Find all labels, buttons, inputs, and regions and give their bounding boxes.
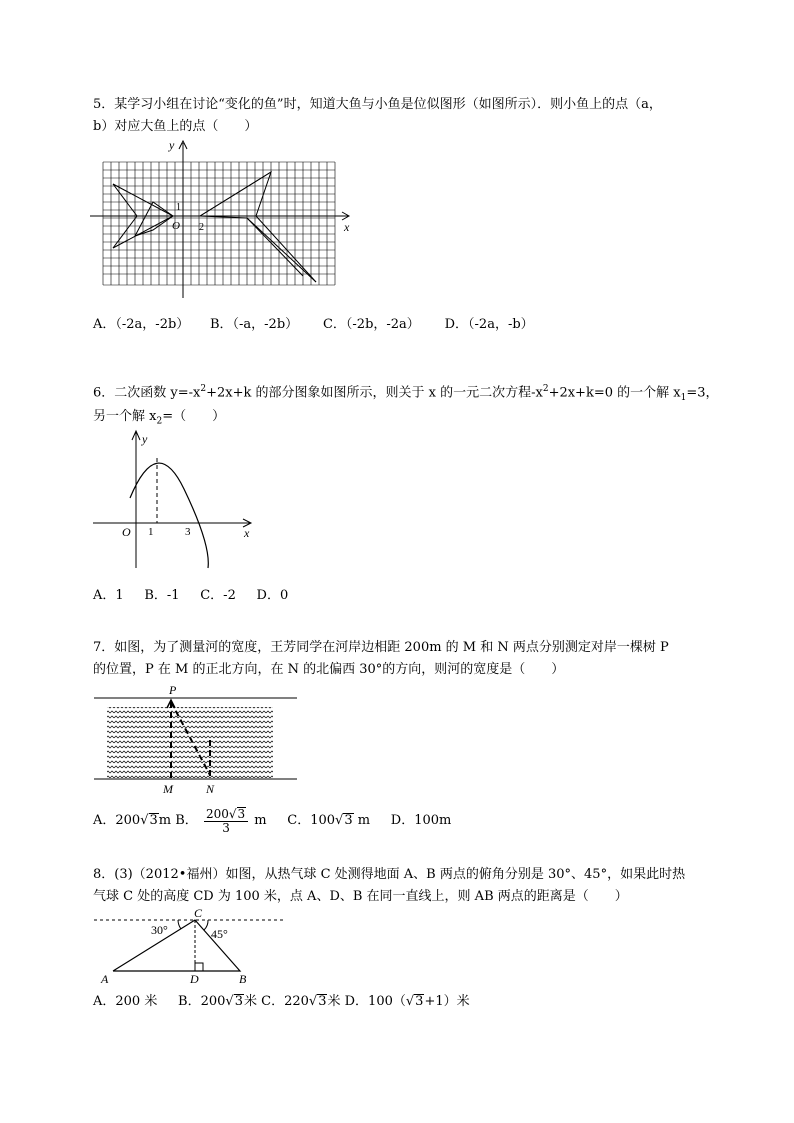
- q6-l1-b: +2x+k 的部分图象如图所示，则关于 x 的一元二次方程-x: [206, 385, 543, 401]
- q8-option-d[interactable]: D．100（√3+1）米: [344, 994, 470, 1009]
- q5-y-label: y: [169, 138, 175, 152]
- q6-option-b[interactable]: B．-1: [144, 588, 180, 603]
- q6-l2-b: =（ ）: [162, 409, 226, 424]
- q7-stem-line2: 的位置，P 在 M 的正北方向，在 N 的北偏西 30°的方向，则河的宽度是（ ）: [93, 662, 565, 677]
- q7-optC-pre: C．100: [287, 813, 336, 828]
- q8-label-d: D: [190, 972, 199, 986]
- q7-option-d[interactable]: D．100m: [390, 813, 452, 828]
- q8-angle-30-label: 30°: [151, 923, 168, 937]
- q5-option-d[interactable]: D．（-2a，-b）: [444, 317, 534, 332]
- q7-option-c[interactable]: C．100√3 m: [287, 813, 371, 828]
- q5-options: [93, 317, 534, 333]
- q6-options: [93, 588, 288, 604]
- q7-label-n: N: [206, 782, 215, 796]
- q5-x-label: x: [344, 220, 350, 234]
- q5-option-b[interactable]: B．（-a，-2b）: [209, 317, 299, 332]
- q8-angle-45-label: 45°: [211, 927, 228, 941]
- q7-river-figure: [90, 680, 305, 798]
- q6-l1-c: +2x+k=0 的一个解 x: [548, 385, 681, 401]
- q8-optC-rad: 3: [318, 994, 327, 1009]
- q5-option-c[interactable]: C．（-2b，-2a）: [322, 317, 420, 332]
- q6-l1-d: =3，: [686, 385, 719, 401]
- q6-axes: [93, 431, 251, 568]
- q7-option-b[interactable]: [202, 806, 267, 835]
- q5-big-fish: [200, 172, 316, 282]
- q7-optC-rad: 3: [344, 813, 353, 828]
- q7-optA-rad: 3: [149, 813, 158, 828]
- q8-optD-pre: D．100（: [344, 994, 406, 1009]
- q8-label-b: B: [239, 972, 247, 986]
- q8-optC-pre: C．220: [261, 994, 309, 1009]
- q8-optC-unit: 米: [327, 994, 341, 1009]
- q6-option-a[interactable]: A．1: [93, 588, 124, 603]
- q5-fish-figure: [90, 138, 360, 303]
- q6-x-label: x: [244, 526, 250, 540]
- q8-stem-line1: 8．(3)（2012•福州）如图，从热气球 C 处测得地面 A、B 两点的俯角分别是 30°、45°，如果此时热: [93, 867, 686, 882]
- q7-optB-unit: m: [254, 813, 267, 828]
- q6-parabola-figure: [90, 428, 260, 573]
- q8-option-b[interactable]: B．200√3米: [178, 994, 257, 1009]
- q8-angle-arc-45: [204, 920, 208, 930]
- q8-stem-line2: 气球 C 处的高度 CD 为 100 米，点 A、D、B 在同一直线上，则 AB 两点的距离是（ ）: [93, 889, 628, 904]
- q7-options: [93, 806, 451, 836]
- q8-optD-post: +1）米: [424, 994, 470, 1009]
- q8-options: [93, 992, 470, 1012]
- q5-grid: [103, 162, 335, 285]
- q7-optB-num-rad: 3: [237, 806, 246, 821]
- q6-l1-a: 6．二次函数 y=-x: [93, 385, 201, 401]
- q5-origin-label: O: [172, 220, 180, 232]
- q5-axes: [90, 141, 349, 298]
- q5-option-a[interactable]: A．（-2a，-2b）: [93, 317, 190, 332]
- q8-right-angle-mark: [195, 963, 203, 971]
- q6-l1-sup: 2: [200, 384, 207, 394]
- q6-tick-3: 3: [185, 526, 191, 538]
- q6-l1-sup2: 2: [542, 384, 549, 394]
- q8-label-a: A: [101, 972, 109, 986]
- q7-river-water: [107, 707, 273, 778]
- q6-y-label: y: [142, 432, 148, 446]
- q8-optB-pre: B．200: [178, 994, 226, 1009]
- q6-l2-a: 另一个解 x: [93, 409, 157, 424]
- q8-label-c: C: [194, 906, 203, 920]
- q7-optA-unit: m B．: [158, 813, 198, 828]
- q6-parabola-curve: [130, 463, 208, 568]
- q8-option-c[interactable]: C．220√3米: [261, 994, 341, 1009]
- q7-label-m: M: [163, 782, 173, 796]
- q7-stem-line1: 7．如图，为了测量河的宽度，王芳同学在河岸边相距 200m 的 M 和 N 两点分别测定对岸一棵树 P: [93, 640, 669, 655]
- q6-stem-line2: [93, 409, 225, 430]
- q8-optD-rad: 3: [415, 994, 424, 1009]
- q7-optB-num-pre: 200: [205, 806, 229, 821]
- q6-l1-sub: 1: [680, 392, 687, 403]
- q7-optA-pre: A．200: [93, 813, 141, 828]
- q8-balloon-figure: [90, 905, 290, 988]
- q5-tick-two: 2: [199, 222, 204, 233]
- q6-stem-line1: [93, 381, 719, 406]
- q5-stem-line1: 5．某学习小组在讨论“变化的鱼”时，知道大鱼与小鱼是位似图形（如图所示）．则小鱼上的点（a，: [93, 97, 662, 112]
- q8-optB-rad: 3: [234, 994, 243, 1009]
- q6-option-c[interactable]: C．-2: [200, 588, 236, 603]
- q6-tick-1: 1: [148, 526, 154, 538]
- q7-option-a[interactable]: A．200√3m B．: [93, 813, 198, 828]
- q6-l2-sub: 2: [156, 416, 163, 427]
- q6-option-d[interactable]: D．0: [256, 588, 289, 603]
- q5-stem-line2: b）对应大鱼上的点（ ）: [93, 119, 258, 134]
- q8-optB-unit: 米: [243, 994, 257, 1009]
- q6-origin-label: O: [122, 525, 131, 539]
- q8-option-a[interactable]: A．200 米: [93, 994, 158, 1009]
- q7-optB-frac: $\frac{200√3}{3}$: [204, 807, 248, 835]
- q7-label-p: P: [169, 683, 177, 697]
- q7-optC-unit: m: [357, 813, 371, 828]
- q8-angle-arc-30: [178, 920, 181, 929]
- q5-tick-one: 1: [176, 202, 181, 213]
- q7-optB-den: 3: [222, 820, 230, 835]
